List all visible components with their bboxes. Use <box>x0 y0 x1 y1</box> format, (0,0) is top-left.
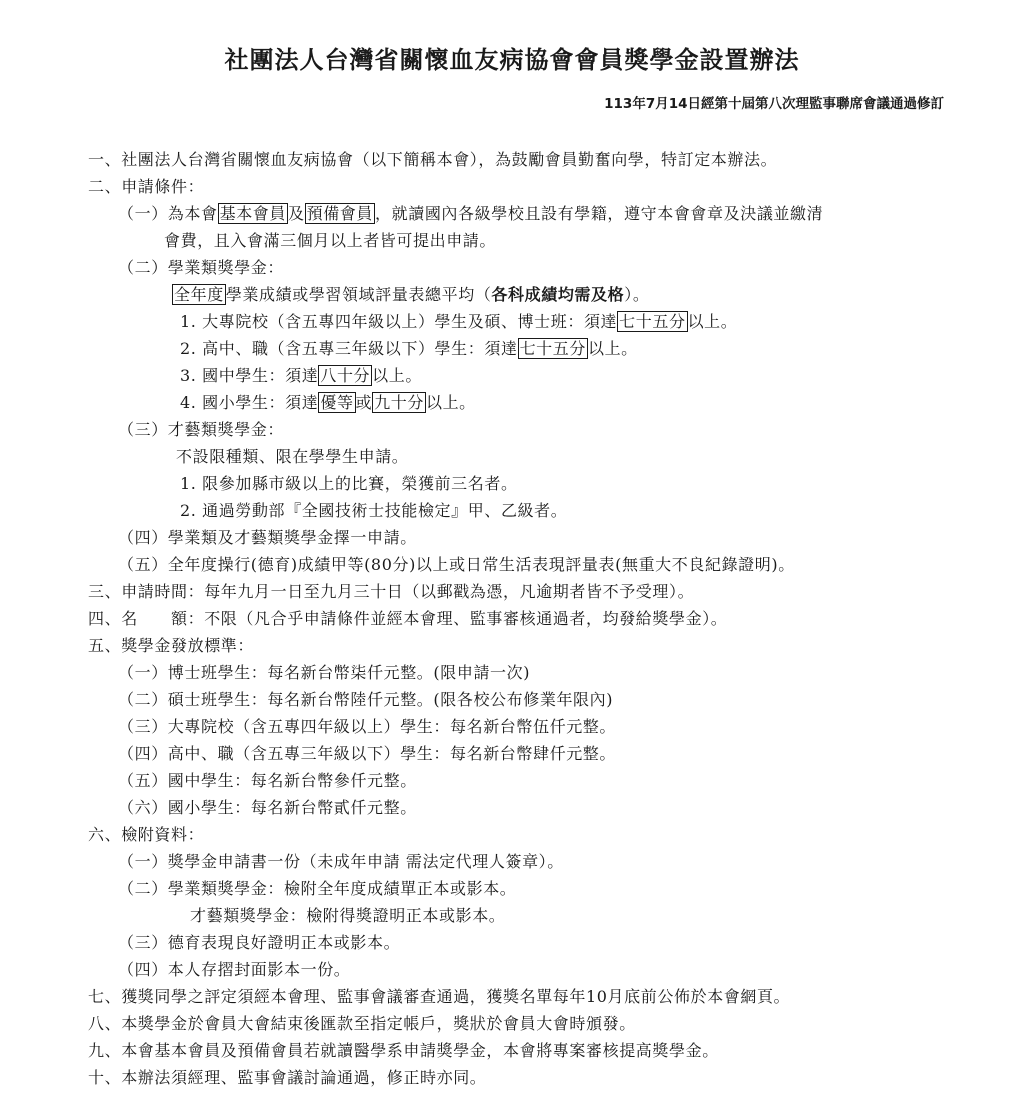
academic-intro <box>172 285 649 305</box>
condition-1 <box>118 204 823 224</box>
document-subtitle: 113年7月14日經第十屆第八次理監事聯席會議通過修訂 <box>604 96 944 112</box>
award-item: （二）碩士班學生：每名新台幣陸仟元整。(限各校公布修業年限內) <box>118 690 614 709</box>
boxed-basic-member: 基本會員 <box>219 204 287 223</box>
talent-intro: 不設限種類、限在學學生申請。 <box>176 447 409 466</box>
academic-item-3 <box>180 366 422 386</box>
document-item-3: （三）德育表現良好證明正本或影本。 <box>118 933 401 952</box>
document-item-2: （二）學業類獎學金：檢附全年度成績單正本或影本。 <box>118 879 517 898</box>
academic-item-4-text: 4. 國小學生：須達 <box>180 393 319 412</box>
academic-intro-text: 學業成績或學習領域評量表總平均（ <box>225 285 492 304</box>
award-item: （四）高中、職（含五專三年級以下）學生：每名新台幣肆仟元整。 <box>118 744 617 763</box>
award-item: （三）大專院校（含五專四年級以上）學生：每名新台幣伍仟元整。 <box>118 717 617 736</box>
academic-item-2 <box>180 339 638 359</box>
academic-intro-emphasis: 各科成績均需及格 <box>491 285 625 304</box>
condition-1-tail: ，就讀國內各級學校且設有學籍，遵守本會會章及決議並繳清 <box>375 204 824 223</box>
document-item-4: （四）本人存摺封面影本一份。 <box>118 960 351 979</box>
academic-intro-close: ）。 <box>624 285 650 304</box>
academic-item-1-text: 1. 大專院校（含五專四年級以上）學生及碩、博士班：須達 <box>180 312 618 331</box>
boxed-score: 七十五分 <box>519 339 586 358</box>
award-item: （六）國小學生：每名新台幣貳仟元整。 <box>118 798 417 817</box>
boxed-score: 八十分 <box>320 366 371 385</box>
condition-3-heading: （三）才藝類獎學金： <box>118 420 285 439</box>
section-6-heading: 六、檢附資料： <box>88 825 205 844</box>
talent-item-1: 1. 限參加縣市級以上的比賽，榮獲前三名者。 <box>180 474 518 493</box>
talent-item-2: 2. 通過勞動部『全國技術士技能檢定』甲、乙級者。 <box>180 501 568 520</box>
academic-item-4 <box>180 393 476 413</box>
section-4: 四、名 額：不限（凡合乎申請條件並經本會理、監事審核通過者，均發給獎學金）。 <box>88 609 728 628</box>
award-item: （一）博士班學生：每名新台幣柒仟元整。(限申請一次) <box>118 663 531 682</box>
section-1: 一、社團法人台灣省關懷血友病協會（以下簡稱本會），為鼓勵會員勤奮向學，特訂定本辦法。 <box>88 150 778 169</box>
document-title: 社團法人台灣省關懷血友病協會會員獎學金設置辦法 <box>224 46 800 74</box>
boxed-reserve-member: 預備會員 <box>306 204 374 223</box>
academic-item-1 <box>180 312 737 332</box>
academic-item-2-tail: 以上。 <box>587 339 638 358</box>
academic-item-1-tail: 以上。 <box>687 312 738 331</box>
academic-item-3-text: 3. 國中學生：須達 <box>180 366 319 385</box>
boxed-score: 九十分 <box>374 393 424 412</box>
boxed-full-year: 全年度 <box>174 285 224 304</box>
section-5-heading: 五、獎學金發放標準： <box>88 636 255 655</box>
section-7: 七、獲獎同學之評定須經本會理、監事會議審查通過，獲獎名單每年10月底前公佈於本會網頁。 <box>88 987 791 1006</box>
section-10: 十、本辦法須經理、監事會議討論通過，修正時亦同。 <box>88 1068 487 1087</box>
boxed-score: 七十五分 <box>619 312 686 331</box>
condition-2-heading: （二）學業類獎學金： <box>118 258 285 277</box>
academic-item-2-text: 2. 高中、職（含五專三年級以下）學生：須達 <box>180 339 518 358</box>
academic-item-3-tail: 以上。 <box>372 366 422 385</box>
condition-5: （五）全年度操行(德育)成績甲等(80分)以上或日常生活表現評量表(無重大不良紀錄證明)。 <box>118 555 795 574</box>
section-8: 八、本獎學金於會員大會結束後匯款至指定帳戶，獎狀於會員大會時頒發。 <box>88 1014 636 1033</box>
boxed-grade: 優等 <box>320 393 354 412</box>
document-item-1: （一）獎學金申請書一份（未成年申請 需法定代理人簽章）。 <box>118 852 564 871</box>
section-2-heading: 二、申請條件： <box>88 177 205 196</box>
condition-1-continued: 會費，且入會滿三個月以上者皆可提出申請。 <box>164 231 497 250</box>
award-item: （五）國中學生：每名新台幣參仟元整。 <box>118 771 417 790</box>
document-item-2-talent: 才藝類獎學金：檢附得獎證明正本或影本。 <box>190 906 506 925</box>
condition-1-text: （一）為本會 <box>118 204 218 223</box>
academic-item-4-or: 或 <box>355 393 373 412</box>
condition-1-and: 及 <box>288 204 305 223</box>
section-3: 三、申請時間：每年九月一日至九月三十日（以郵戳為憑，凡逾期者皆不予受理）。 <box>88 582 695 601</box>
academic-item-4-tail: 以上。 <box>425 393 476 412</box>
condition-4: （四）學業類及才藝類獎學金擇一申請。 <box>118 528 417 547</box>
section-9: 九、本會基本會員及預備會員若就讀醫學系申請獎學金，本會將專案審核提高獎學金。 <box>88 1041 719 1060</box>
